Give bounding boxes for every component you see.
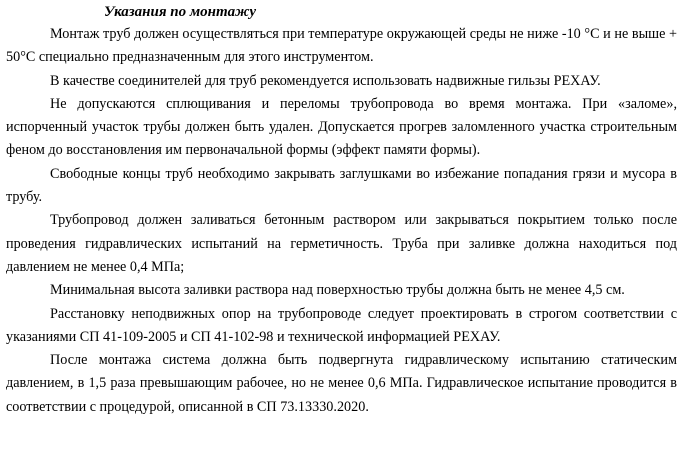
paragraph-fixed-supports: Расстановку неподвижных опор на трубопроводе следует проектировать в строгом соответствии с указаниями СП 41-109-2005 и СП 41-102-98 и технической информацией РЕХАУ. — [6, 305, 677, 345]
paragraph-min-height: Минимальная высота заливки раствора над поверхностью трубы должна быть не менее 4,5 см. — [50, 282, 625, 299]
paragraph-temperature: Монтаж труб должен осуществляться при температуре окружающей среды не ниже -10 °С и не выше + 50°С специально предназначенным для этого инструментом. — [6, 26, 677, 66]
paragraph-hydraulic-test: После монтажа система должна быть подвергнута гидравлическому испытанию статическим давлением, в 1,5 раза превышающим рабочее, но не менее 0,6 МПа. Гидравлическое испытание проводится в соответствии с процедурой, описанной в СП 73.13330.2020. — [6, 352, 677, 415]
paragraph-kinks: Не допускаются сплющивания и переломы трубопровода во время монтажа. При «заломе», испорченный участок трубы должен быть удален. Допускается прогрев заломленного участка строительным феном до восстановления им первоначальной формы (эффект памяти формы). — [6, 95, 677, 159]
section-title: Указания по монтажу — [104, 4, 257, 20]
paragraph-pipe-ends: Свободные концы труб необходимо закрывать заглушками во избежание попадания грязи и мусора в трубу. — [6, 165, 677, 206]
paragraph-concrete-pouring: Трубопровод должен заливаться бетонным раствором или закрываться покрытием только после проведения гидравлических испытаний на герметичность. Труба при заливке должна находиться под давлением не менее 0,4 МПа; — [6, 212, 677, 275]
paragraph-connectors: В качестве соединителей для труб рекомендуется использовать надвижные гильзы РЕХАУ. — [50, 72, 601, 89]
